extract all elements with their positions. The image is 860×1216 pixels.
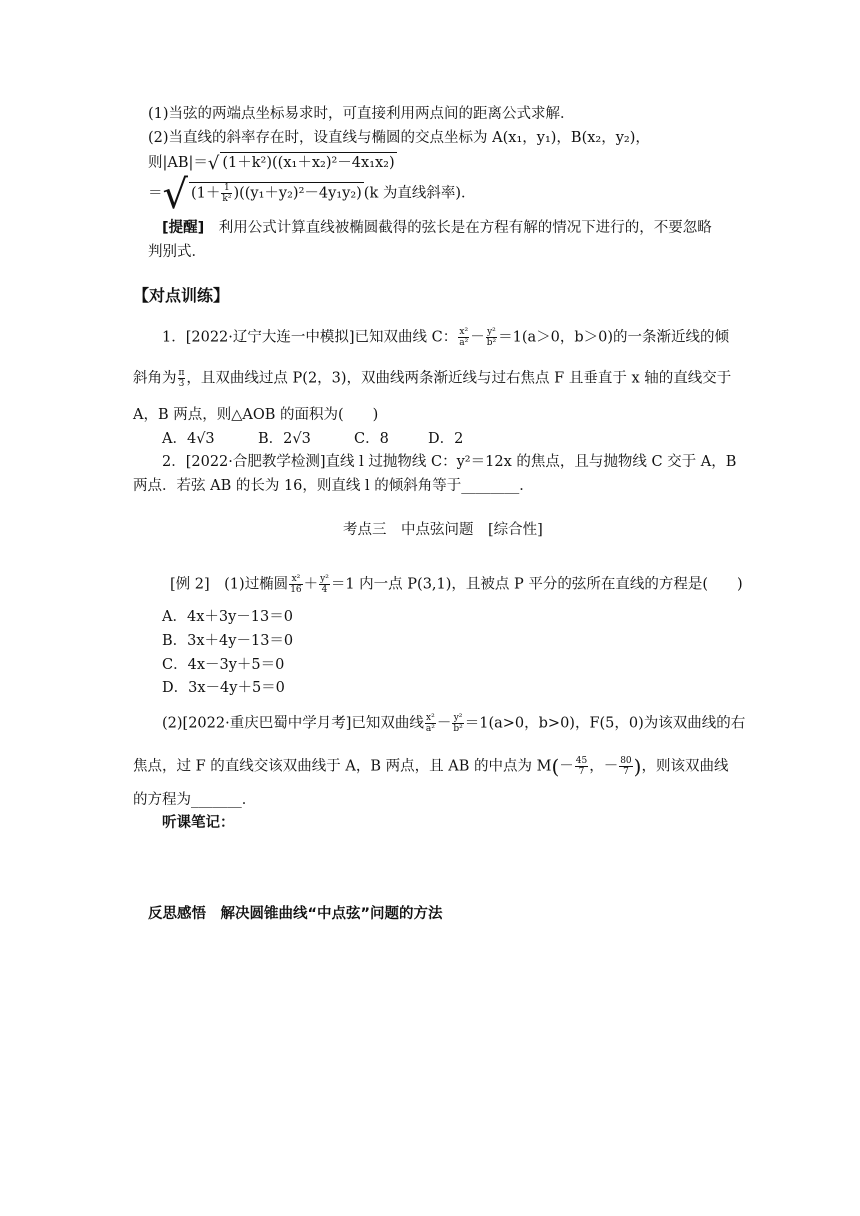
question-1-line-2: 斜角为 $\frac{\pi}{3}$ ，且双曲线过点 P(2，3)，双曲线两条渐近线与过右焦点 F 且垂直于 x 轴的直线交于 bbox=[133, 368, 732, 389]
fraction: $\frac{\text{y²}}{\text{b²}}$ bbox=[453, 713, 463, 734]
fraction: $\frac{\text{x²}}{\text{a²}}$ bbox=[425, 713, 435, 734]
tip-line-1: [提醒] 利用公式计算直线被椭圆截得的弦长是在方程有解的情况下进行的，不要忽略 bbox=[162, 220, 712, 236]
option-a: A．4√3 bbox=[162, 431, 215, 447]
fraction: $\frac{\text{y²}}{4}$ bbox=[320, 574, 329, 595]
question-1-options bbox=[162, 429, 524, 449]
method-line-1: (1)当弦的两端点坐标易求时，可直接利用两点间的距离公式求解． bbox=[148, 106, 575, 122]
example-option-a: A．4x＋3y－13＝0 bbox=[162, 609, 293, 625]
fraction: $\frac{\text{x²}}{16}$ bbox=[290, 574, 302, 595]
section-title: 考点三 中点弦问题 [综合性] bbox=[343, 522, 543, 538]
question-1-line-1: 1．[2022·辽宁大连一中模拟]已知双曲线 C： $\frac{\text{x²}}{\text{a²}}$ － $\frac{\text{y²}}{\text{b²}}$ ＝1(a＞0，b＞0)的一条渐近线的倾 bbox=[162, 327, 730, 348]
fraction: $\frac{1}{\text{k²}}$ bbox=[222, 183, 232, 204]
question-2-line-1: 2．[2022·合肥教学检测]直线 l 过抛物线 C：y²＝12x 的焦点，且与抛物线 C 交于 A，B bbox=[162, 454, 737, 470]
sqrt-symbol: √ bbox=[162, 171, 188, 218]
chord-length-formula-y bbox=[148, 171, 476, 218]
formula-radicand: (1＋ $\frac{1}{\text{k²}}$ )((y₁＋y₂)²－4y₁y₂) bbox=[191, 183, 362, 204]
example-option-c: C．4x－3y＋5＝0 bbox=[162, 657, 285, 673]
example-2-part-2-line-2: 焦点，过 F 的直线交该双曲线于 A，B 两点，且 AB 的中点为 M(－ $\frac{45}{7}$ ，－ $\frac{80}{7}$ )，则该双曲线 bbox=[133, 754, 729, 779]
question-2-line-2: 两点．若弦 AB 的长为 16，则直线 l 的倾斜角等于________． bbox=[133, 478, 534, 494]
tip-label: [提醒] bbox=[162, 220, 205, 236]
question-1-line-3: A，B 两点，则△AOB 的面积为( ) bbox=[133, 407, 379, 423]
example-option-b: B．3x＋4y－13＝0 bbox=[162, 633, 294, 649]
option-d: D．2 bbox=[428, 431, 464, 447]
option-b: B．2√3 bbox=[258, 431, 311, 447]
formula-radicand: (1＋k²)((x₁＋x₂)²－4x₁x₂) bbox=[220, 152, 396, 173]
practice-heading: 【对点训练】 bbox=[133, 286, 230, 305]
fraction: $\frac{\pi}{3}$ bbox=[178, 368, 185, 389]
formula-prefix: ＝ bbox=[148, 185, 163, 202]
fraction: $\frac{80}{7}$ bbox=[620, 756, 632, 777]
tip-line-2: 判别式． bbox=[148, 244, 206, 260]
reflection-heading: 反思感悟 解决圆锥曲线“中点弦”问题的方法 bbox=[148, 906, 443, 922]
fraction: $\frac{\text{y²}}{\text{b²}}$ bbox=[486, 327, 497, 348]
sqrt-symbol: √ bbox=[207, 153, 220, 174]
formula-suffix: (k 为直线斜率)． bbox=[363, 185, 476, 202]
example-2-part-2-line-1: (2)[2022·重庆巴蜀中学月考]已知双曲线 $\frac{\text{x²}}{\text{a²}}$ － $\frac{\text{y²}}{\text{b²}}$ ＝1(a>0，b>0)，F(5，0)为该双曲线的右 bbox=[162, 713, 746, 734]
chord-length-formula-x bbox=[148, 152, 397, 174]
fraction: $\frac{45}{7}$ bbox=[575, 756, 588, 777]
method-line-2: (2)当直线的斜率存在时，设直线与椭圆的交点坐标为 A(x₁，y₁)，B(x₂，y₂)， bbox=[148, 130, 650, 146]
formula-prefix: 则|AB|＝ bbox=[148, 155, 208, 171]
fraction: $\frac{\text{x²}}{\text{a²}}$ bbox=[459, 327, 469, 348]
example-option-d: D．3x－4y＋5＝0 bbox=[162, 680, 285, 696]
example-2-part-1: [例 2] (1)过椭圆 $\frac{\text{x²}}{16}$ ＋ $\frac{\text{y²}}{4}$ ＝1 内一点 P(3,1)，且被点 P 平分的弦所在直线的方程是( ) bbox=[170, 574, 743, 595]
option-c: C．8 bbox=[354, 431, 389, 447]
notes-label: 听课笔记： bbox=[162, 815, 235, 831]
example-2-part-2-line-3: 的方程为_______． bbox=[133, 792, 257, 808]
